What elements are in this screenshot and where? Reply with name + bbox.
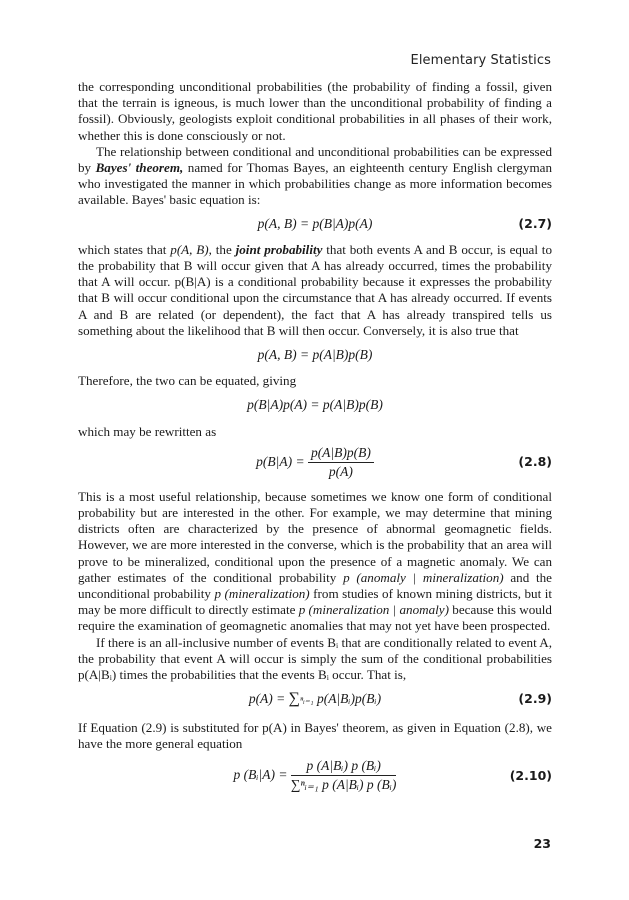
paragraph-7: If there is an all-inclusive number of events Bᵢ that are conditionally related to event A, the probability that event A will occur is simply the sum of the conditional probabilities p(A|Bᵢ) times the probabilities that the events Bᵢ occur. That is, xyxy=(78,634,552,683)
equation-2-9 xyxy=(78,691,552,709)
equation-2-10-body xyxy=(78,758,552,793)
equation-2-9-number: (2.9) xyxy=(518,691,552,707)
bayes-theorem-term: Bayes' theorem, xyxy=(95,160,184,176)
equation-2-8-numerator: p(A|B)p(B) xyxy=(308,445,374,463)
page-number: 23 xyxy=(533,836,551,851)
para3-c: , the xyxy=(208,241,236,257)
para6-f: p (mineralization | anomaly) xyxy=(298,602,449,618)
equation-2-10-lhs: p (Bᵢ|A) = xyxy=(233,766,288,782)
equation-2-10 xyxy=(78,758,552,796)
equation-c xyxy=(78,397,552,413)
equation-c-body: p(B|A)p(A) = p(A|B)p(B) xyxy=(247,397,383,413)
equation-b-body: p(A, B) = p(A|B)p(B) xyxy=(257,347,373,363)
equation-2-10-fraction xyxy=(291,758,397,793)
running-header: Elementary Statistics xyxy=(410,53,551,68)
equation-2-10-numerator: p (A|Bᵢ) p (Bᵢ) xyxy=(291,758,397,776)
paragraph-6 xyxy=(78,489,552,635)
para6-b: p (anomaly | mineralization) xyxy=(343,569,504,585)
para6-e: from studies of known mining districts, but it may be more difficult to directly estimate xyxy=(78,586,552,618)
equation-2-7-number: (2.7) xyxy=(518,215,552,231)
para2-before: The relationship between conditional and unconditional probabilities can be expressed by xyxy=(78,143,552,176)
equation-2-10-number: (2.10) xyxy=(509,767,552,783)
para3-b: p(A, B) xyxy=(170,241,209,257)
paragraph-1: the corresponding unconditional probabilities (the probability of finding a fossil, given that the terrain is igneous, is much lower than the unconditional probability of finding a fossil). Obviously, geologists exploit conditional probabilities in all phases of their work, whether this is done consciously or not. xyxy=(78,79,552,143)
equation-2-7 xyxy=(78,216,552,232)
equation-2-7-body: p(A, B) = p(B|A)p(A) xyxy=(257,215,373,231)
summation-limits: ⁿᵢ₌₁ xyxy=(300,695,314,707)
paragraph-3 xyxy=(78,242,552,339)
equation-2-8-fraction xyxy=(308,445,374,480)
equation-2-8 xyxy=(78,445,552,481)
equation-2-10-denominator xyxy=(291,776,397,793)
equation-2-8-number: (2.8) xyxy=(518,453,552,469)
para6-c: and the unconditional probability xyxy=(78,569,552,602)
equation-2-9-body xyxy=(78,691,552,709)
para3-a: which states that xyxy=(78,241,171,257)
paragraph-8: If Equation (2.9) is substituted for p(A) in Bayes' theorem, as given in Equation (2.8), we have the more general equation xyxy=(78,719,552,751)
summation-symbol: ∑ xyxy=(288,690,301,708)
paragraph-5: which may be rewritten as xyxy=(78,423,217,439)
paragraph-2 xyxy=(78,144,552,209)
joint-probability-term: joint probability xyxy=(235,241,323,257)
equation-2-10-sum: ∑ⁿᵢ₌₁ xyxy=(290,777,319,793)
para3-d: that both events A and B occur, is equal to the probability that B will occur given that A has already occurred, times the probability that A will occur. p(B|A) is a conditional probability because it expresses the probability that B will occur conditional upon the circumstance that A has already occurred. If events A and B are related (or dependent), the fact that A has already transpired tells us something about the likelihood that B will then occur. Conversely, it is also true that xyxy=(78,241,552,338)
equation-2-8-lhs: p(B|A) = xyxy=(256,453,305,469)
paragraph-4: Therefore, the two can be equated, giving xyxy=(78,373,297,389)
para6-a: This is a most useful relationship, because sometimes we know one form of conditional probability but are interested in the other. For example, we may determine that mining districts often are characterized by the presence of abnormal geomagnetic fields. However, we are more interested in the converse, which is the probability that an area will prove to be mineralized, conditional upon the presence of a magnetic anomaly. We can gather estimates of the conditional probability xyxy=(78,488,552,585)
body-text xyxy=(78,79,552,796)
equation-b xyxy=(78,347,552,363)
equation-2-8-body xyxy=(78,445,552,480)
para2-after: named for Thomas Bayes, an eighteenth century English clergyman who investigated the manner in which probabilities change as more information becomes available. Bayes' basic equation is: xyxy=(78,160,553,208)
para6-g: because this would require the examination of geomagnetic anomalies that may not yet have been prospected. xyxy=(78,602,552,634)
equation-2-8-denominator: p(A) xyxy=(328,464,353,480)
equation-2-9-rhs: p(A|Bᵢ)p(Bᵢ) xyxy=(313,691,382,707)
equation-2-10-den-rest: p (A|Bᵢ) p (Bᵢ) xyxy=(318,777,397,793)
equation-2-9-lhs: p(A) = xyxy=(248,691,286,707)
para6-d: p (mineralization) xyxy=(214,586,310,602)
